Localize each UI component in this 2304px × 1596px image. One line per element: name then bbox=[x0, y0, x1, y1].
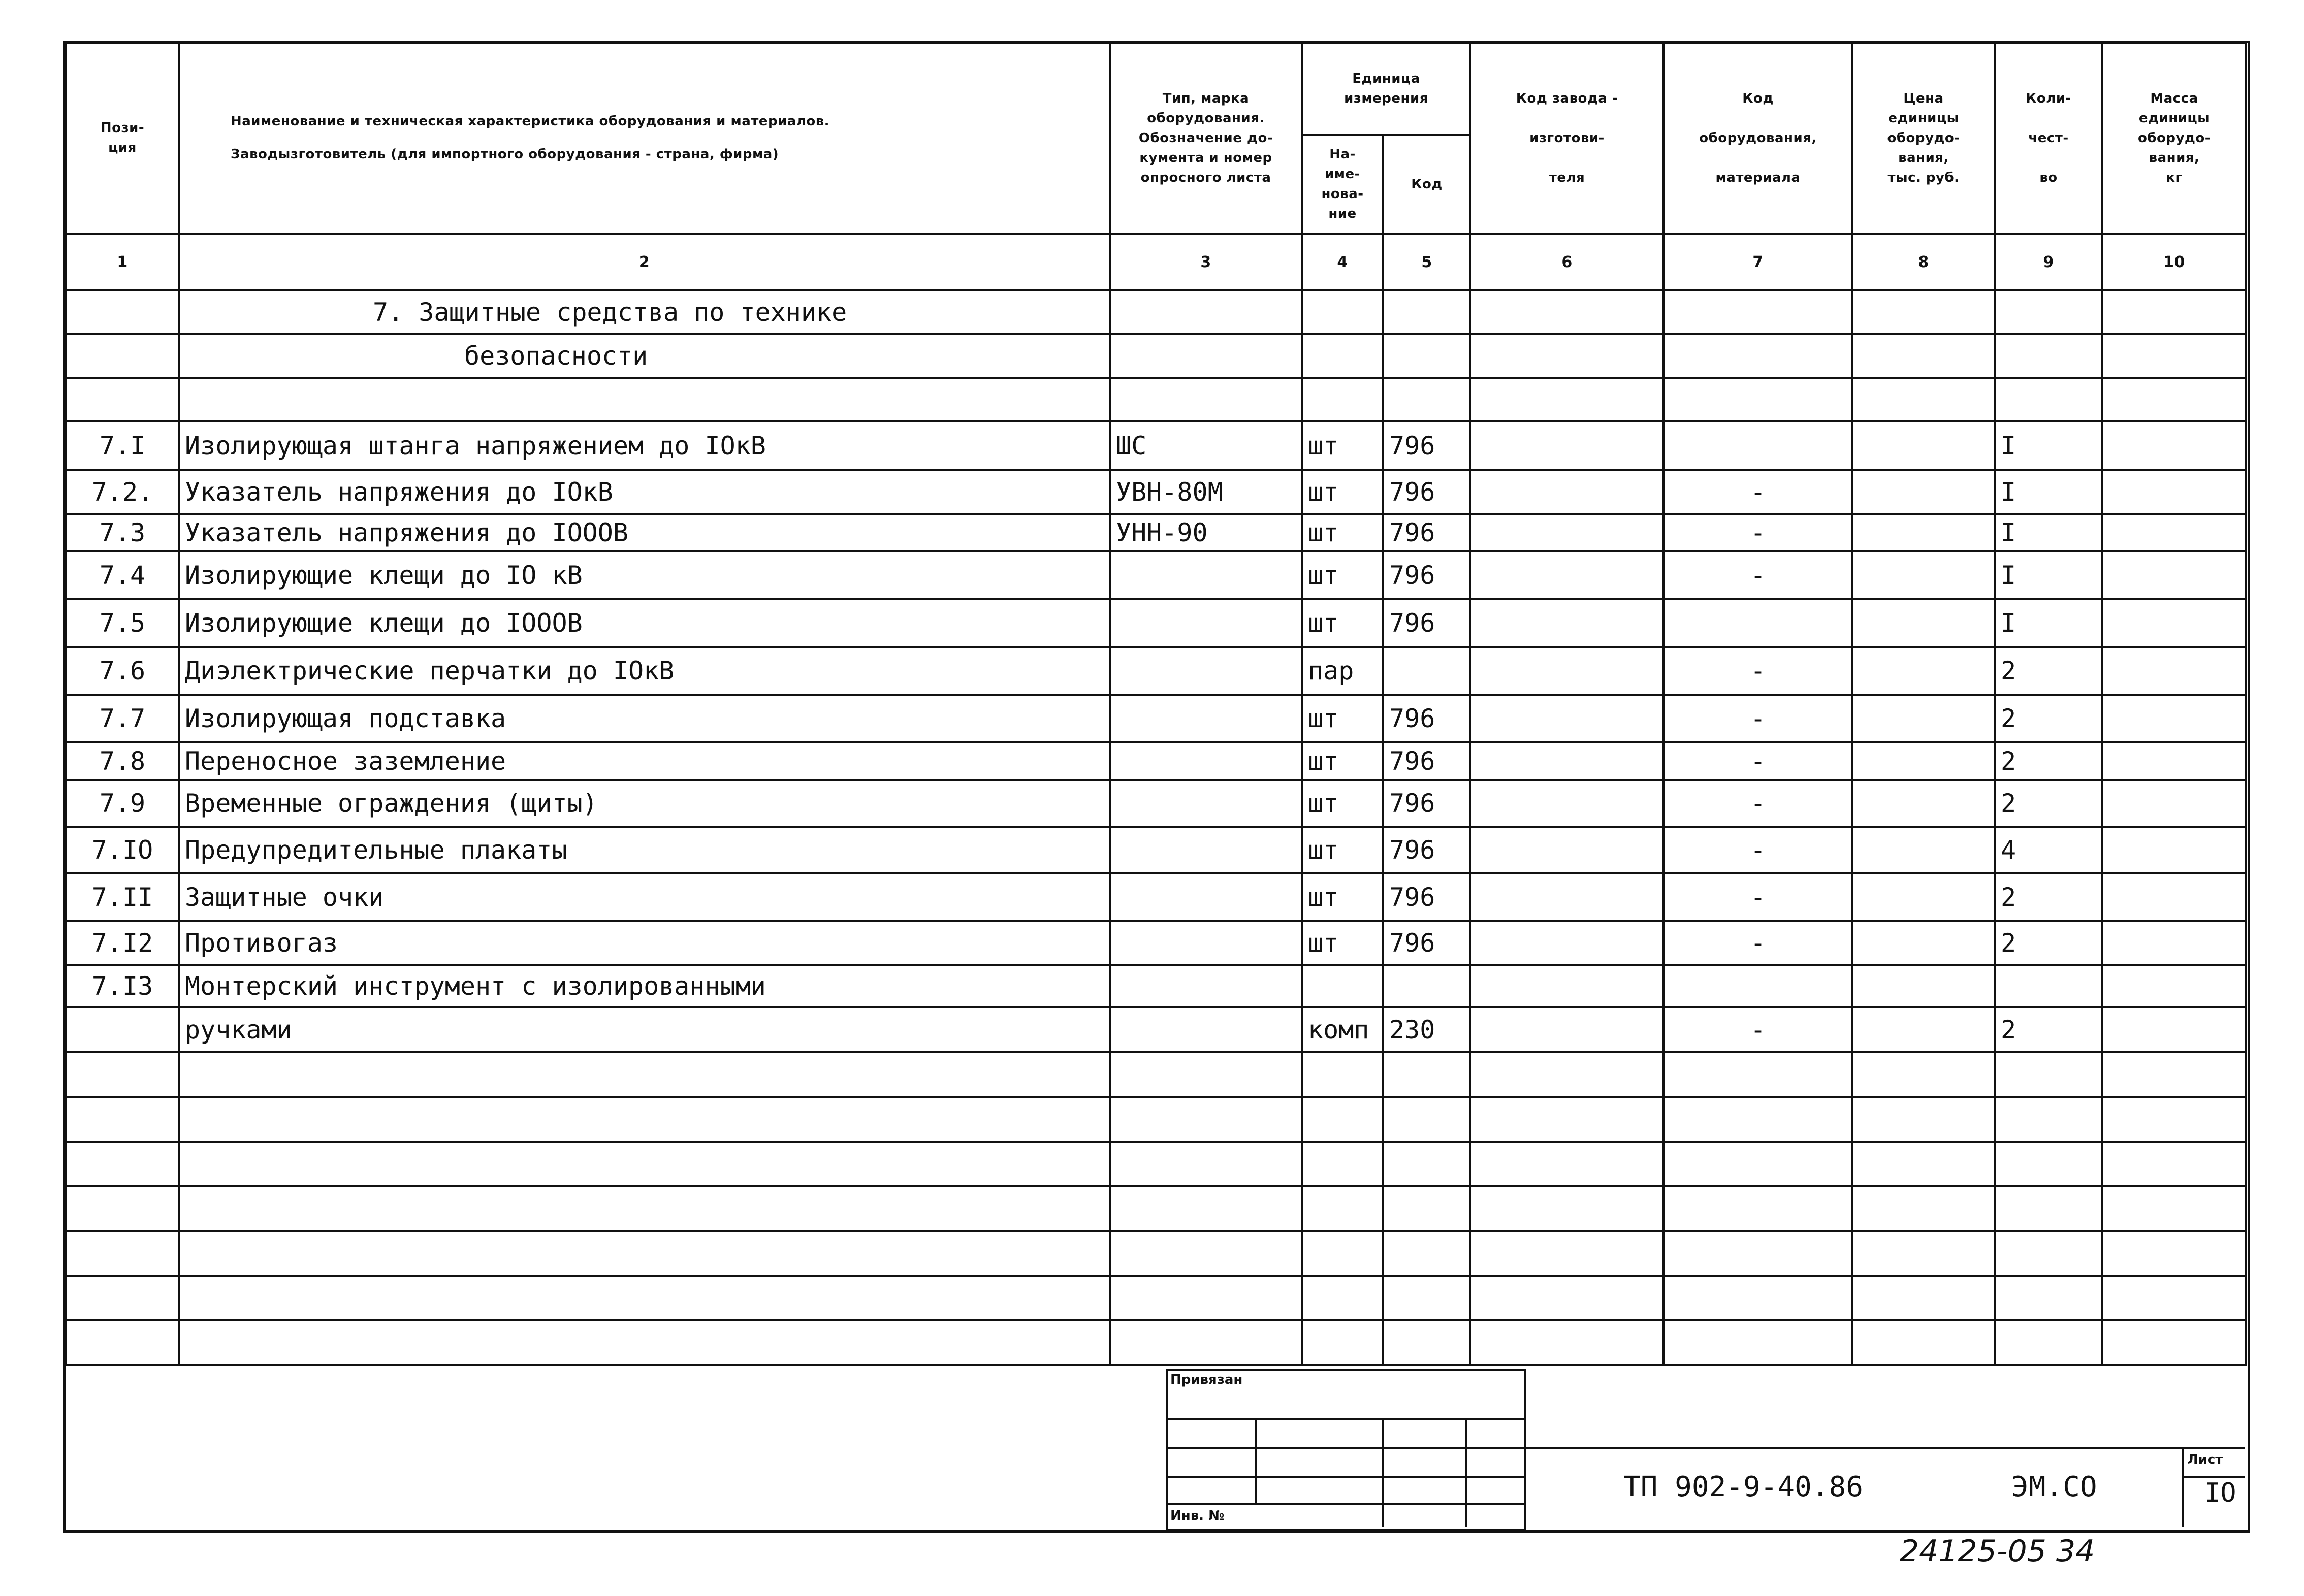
unit-code-cell: 796 bbox=[1383, 873, 1470, 921]
header-mass: Масса единицы оборудо- вания, кг bbox=[2102, 43, 2246, 234]
unit-cell: шт bbox=[1302, 780, 1383, 827]
quantity-cell: 2 bbox=[1995, 695, 2102, 742]
type-cell: ШС bbox=[1110, 421, 1302, 470]
archive-stamp: 24125-05 34 bbox=[1900, 1534, 2095, 1569]
unit-code-cell: 796 bbox=[1383, 921, 1470, 965]
quantity-cell: I bbox=[1995, 551, 2102, 599]
unit-cell: шт bbox=[1302, 599, 1383, 647]
name-cell: Указатель напряжения до IOкВ bbox=[179, 470, 1110, 514]
type-cell: УНН-90 bbox=[1110, 514, 1302, 551]
document-code: ТП 902-9-40.86 bbox=[1623, 1471, 1864, 1504]
section-title: 7. Защитные средства по технике bbox=[179, 290, 1110, 334]
unit-code-cell: 796 bbox=[1383, 780, 1470, 827]
column-number: 2 bbox=[179, 234, 1110, 290]
column-number: 6 bbox=[1470, 234, 1663, 290]
unit-code-cell: 796 bbox=[1383, 827, 1470, 873]
header-unit-code: Код bbox=[1383, 135, 1470, 234]
column-number: 9 bbox=[1995, 234, 2102, 290]
name-cell: Диэлектрические перчатки до IOкВ bbox=[179, 647, 1110, 695]
quantity-cell: 2 bbox=[1995, 921, 2102, 965]
position-cell: 7.9 bbox=[66, 780, 179, 827]
sheet-frame bbox=[63, 41, 2250, 1533]
position-cell: 7.4 bbox=[66, 551, 179, 599]
quantity-cell: I bbox=[1995, 514, 2102, 551]
unit-cell: шт bbox=[1302, 742, 1383, 780]
name-cell: Предупредительные плакаты bbox=[179, 827, 1110, 873]
name-cell: Защитные очки bbox=[179, 873, 1110, 921]
name-cell: Изолирующие клещи до IO кВ bbox=[179, 551, 1110, 599]
position-cell: 7.I bbox=[66, 421, 179, 470]
equipment-code-cell: - bbox=[1663, 873, 1852, 921]
quantity-cell: 2 bbox=[1995, 742, 2102, 780]
unit-cell: шт bbox=[1302, 695, 1383, 742]
header-unit-name: На- име- нова- ние bbox=[1302, 135, 1383, 234]
column-number: 5 bbox=[1383, 234, 1470, 290]
header-equipment-code: Код оборудования, материала bbox=[1663, 43, 1852, 234]
unit-cell: шт bbox=[1302, 827, 1383, 873]
equipment-code-cell: - bbox=[1663, 470, 1852, 514]
name-cell: Монтерский инструмент с изолированными bbox=[179, 965, 1110, 1007]
unit-code-cell: 796 bbox=[1383, 421, 1470, 470]
name-cell: Изолирующая подставка bbox=[179, 695, 1110, 742]
unit-code-cell: 796 bbox=[1383, 695, 1470, 742]
quantity-cell: 4 bbox=[1995, 827, 2102, 873]
equipment-code-cell: - bbox=[1663, 695, 1852, 742]
unit-code-cell: 796 bbox=[1383, 514, 1470, 551]
equipment-code-cell: - bbox=[1663, 921, 1852, 965]
quantity-cell: 2 bbox=[1995, 1007, 2102, 1052]
position-cell: 7.II bbox=[66, 873, 179, 921]
unit-code-cell: 796 bbox=[1383, 599, 1470, 647]
quantity-cell: I bbox=[1995, 470, 2102, 514]
position-cell: 7.6 bbox=[66, 647, 179, 695]
equipment-code-cell: - bbox=[1663, 1007, 1852, 1052]
equipment-code-cell: - bbox=[1663, 514, 1852, 551]
inventory-label: Инв. № bbox=[1170, 1508, 1225, 1523]
unit-cell: шт bbox=[1302, 873, 1383, 921]
name-cell: Указатель напряжения до IOOOB bbox=[179, 514, 1110, 551]
column-number: 7 bbox=[1663, 234, 1852, 290]
position-cell: 7.2. bbox=[66, 470, 179, 514]
column-number: 4 bbox=[1302, 234, 1383, 290]
unit-cell: пар bbox=[1302, 647, 1383, 695]
sheet-label: Лист bbox=[2187, 1452, 2223, 1468]
unit-code-cell: 796 bbox=[1383, 551, 1470, 599]
unit-code-cell: 230 bbox=[1383, 1007, 1470, 1052]
name-cell: Изолирующая штанга напряжением до IOкВ bbox=[179, 421, 1110, 470]
type-cell: УВН-80М bbox=[1110, 470, 1302, 514]
linked-label: Привязан bbox=[1170, 1372, 1243, 1387]
section-code: ЭМ.СО bbox=[2011, 1471, 2097, 1504]
equipment-code-cell: - bbox=[1663, 647, 1852, 695]
column-number: 10 bbox=[2102, 234, 2246, 290]
sheet-number: IO bbox=[2204, 1478, 2236, 1508]
unit-cell: шт bbox=[1302, 470, 1383, 514]
name-cell: ручками bbox=[179, 1007, 1110, 1052]
header-unit-group: Единица измерения bbox=[1302, 43, 1470, 135]
unit-cell: шт bbox=[1302, 514, 1383, 551]
position-cell: 7.8 bbox=[66, 742, 179, 780]
equipment-code-cell: - bbox=[1663, 742, 1852, 780]
name-cell: Временные ограждения (щиты) bbox=[179, 780, 1110, 827]
quantity-cell: 2 bbox=[1995, 780, 2102, 827]
header-type: Тип, марка оборудования. Обозначение до- кумента и номер опросного листа bbox=[1110, 43, 1302, 234]
quantity-cell: 2 bbox=[1995, 647, 2102, 695]
section-title-continued: безопасности bbox=[179, 334, 1110, 378]
header-name: Наименование и техническая характеристика оборудования и материалов. Заводызготовитель (для импортного оборудования - страна, фирма) bbox=[179, 43, 1110, 234]
header-price: Цена единицы оборудо- вания, тыс. руб. bbox=[1852, 43, 1995, 234]
unit-code-cell: 796 bbox=[1383, 470, 1470, 514]
position-cell: 7.5 bbox=[66, 599, 179, 647]
name-cell: Изолирующие клещи до IOOOB bbox=[179, 599, 1110, 647]
unit-code-cell: 796 bbox=[1383, 742, 1470, 780]
unit-cell: шт bbox=[1302, 421, 1383, 470]
name-cell: Переносное заземление bbox=[179, 742, 1110, 780]
unit-cell: комп bbox=[1302, 1007, 1383, 1052]
column-number: 3 bbox=[1110, 234, 1302, 290]
unit-cell: шт bbox=[1302, 921, 1383, 965]
quantity-cell: I bbox=[1995, 599, 2102, 647]
quantity-cell: I bbox=[1995, 421, 2102, 470]
position-cell: 7.I3 bbox=[66, 965, 179, 1007]
position-cell: 7.IO bbox=[66, 827, 179, 873]
header-quantity: Коли- чест- во bbox=[1995, 43, 2102, 234]
header-maker-code: Код завода - изготови- теля bbox=[1470, 43, 1663, 234]
header-position: Пози- ция bbox=[66, 43, 179, 234]
equipment-code-cell: - bbox=[1663, 551, 1852, 599]
name-cell: Противогаз bbox=[179, 921, 1110, 965]
position-cell: 7.3 bbox=[66, 514, 179, 551]
equipment-code-cell: - bbox=[1663, 827, 1852, 873]
column-number: 1 bbox=[66, 234, 179, 290]
equipment-code-cell: - bbox=[1663, 780, 1852, 827]
column-number: 8 bbox=[1852, 234, 1995, 290]
position-cell: 7.I2 bbox=[66, 921, 179, 965]
quantity-cell: 2 bbox=[1995, 873, 2102, 921]
unit-cell: шт bbox=[1302, 551, 1383, 599]
position-cell: 7.7 bbox=[66, 695, 179, 742]
